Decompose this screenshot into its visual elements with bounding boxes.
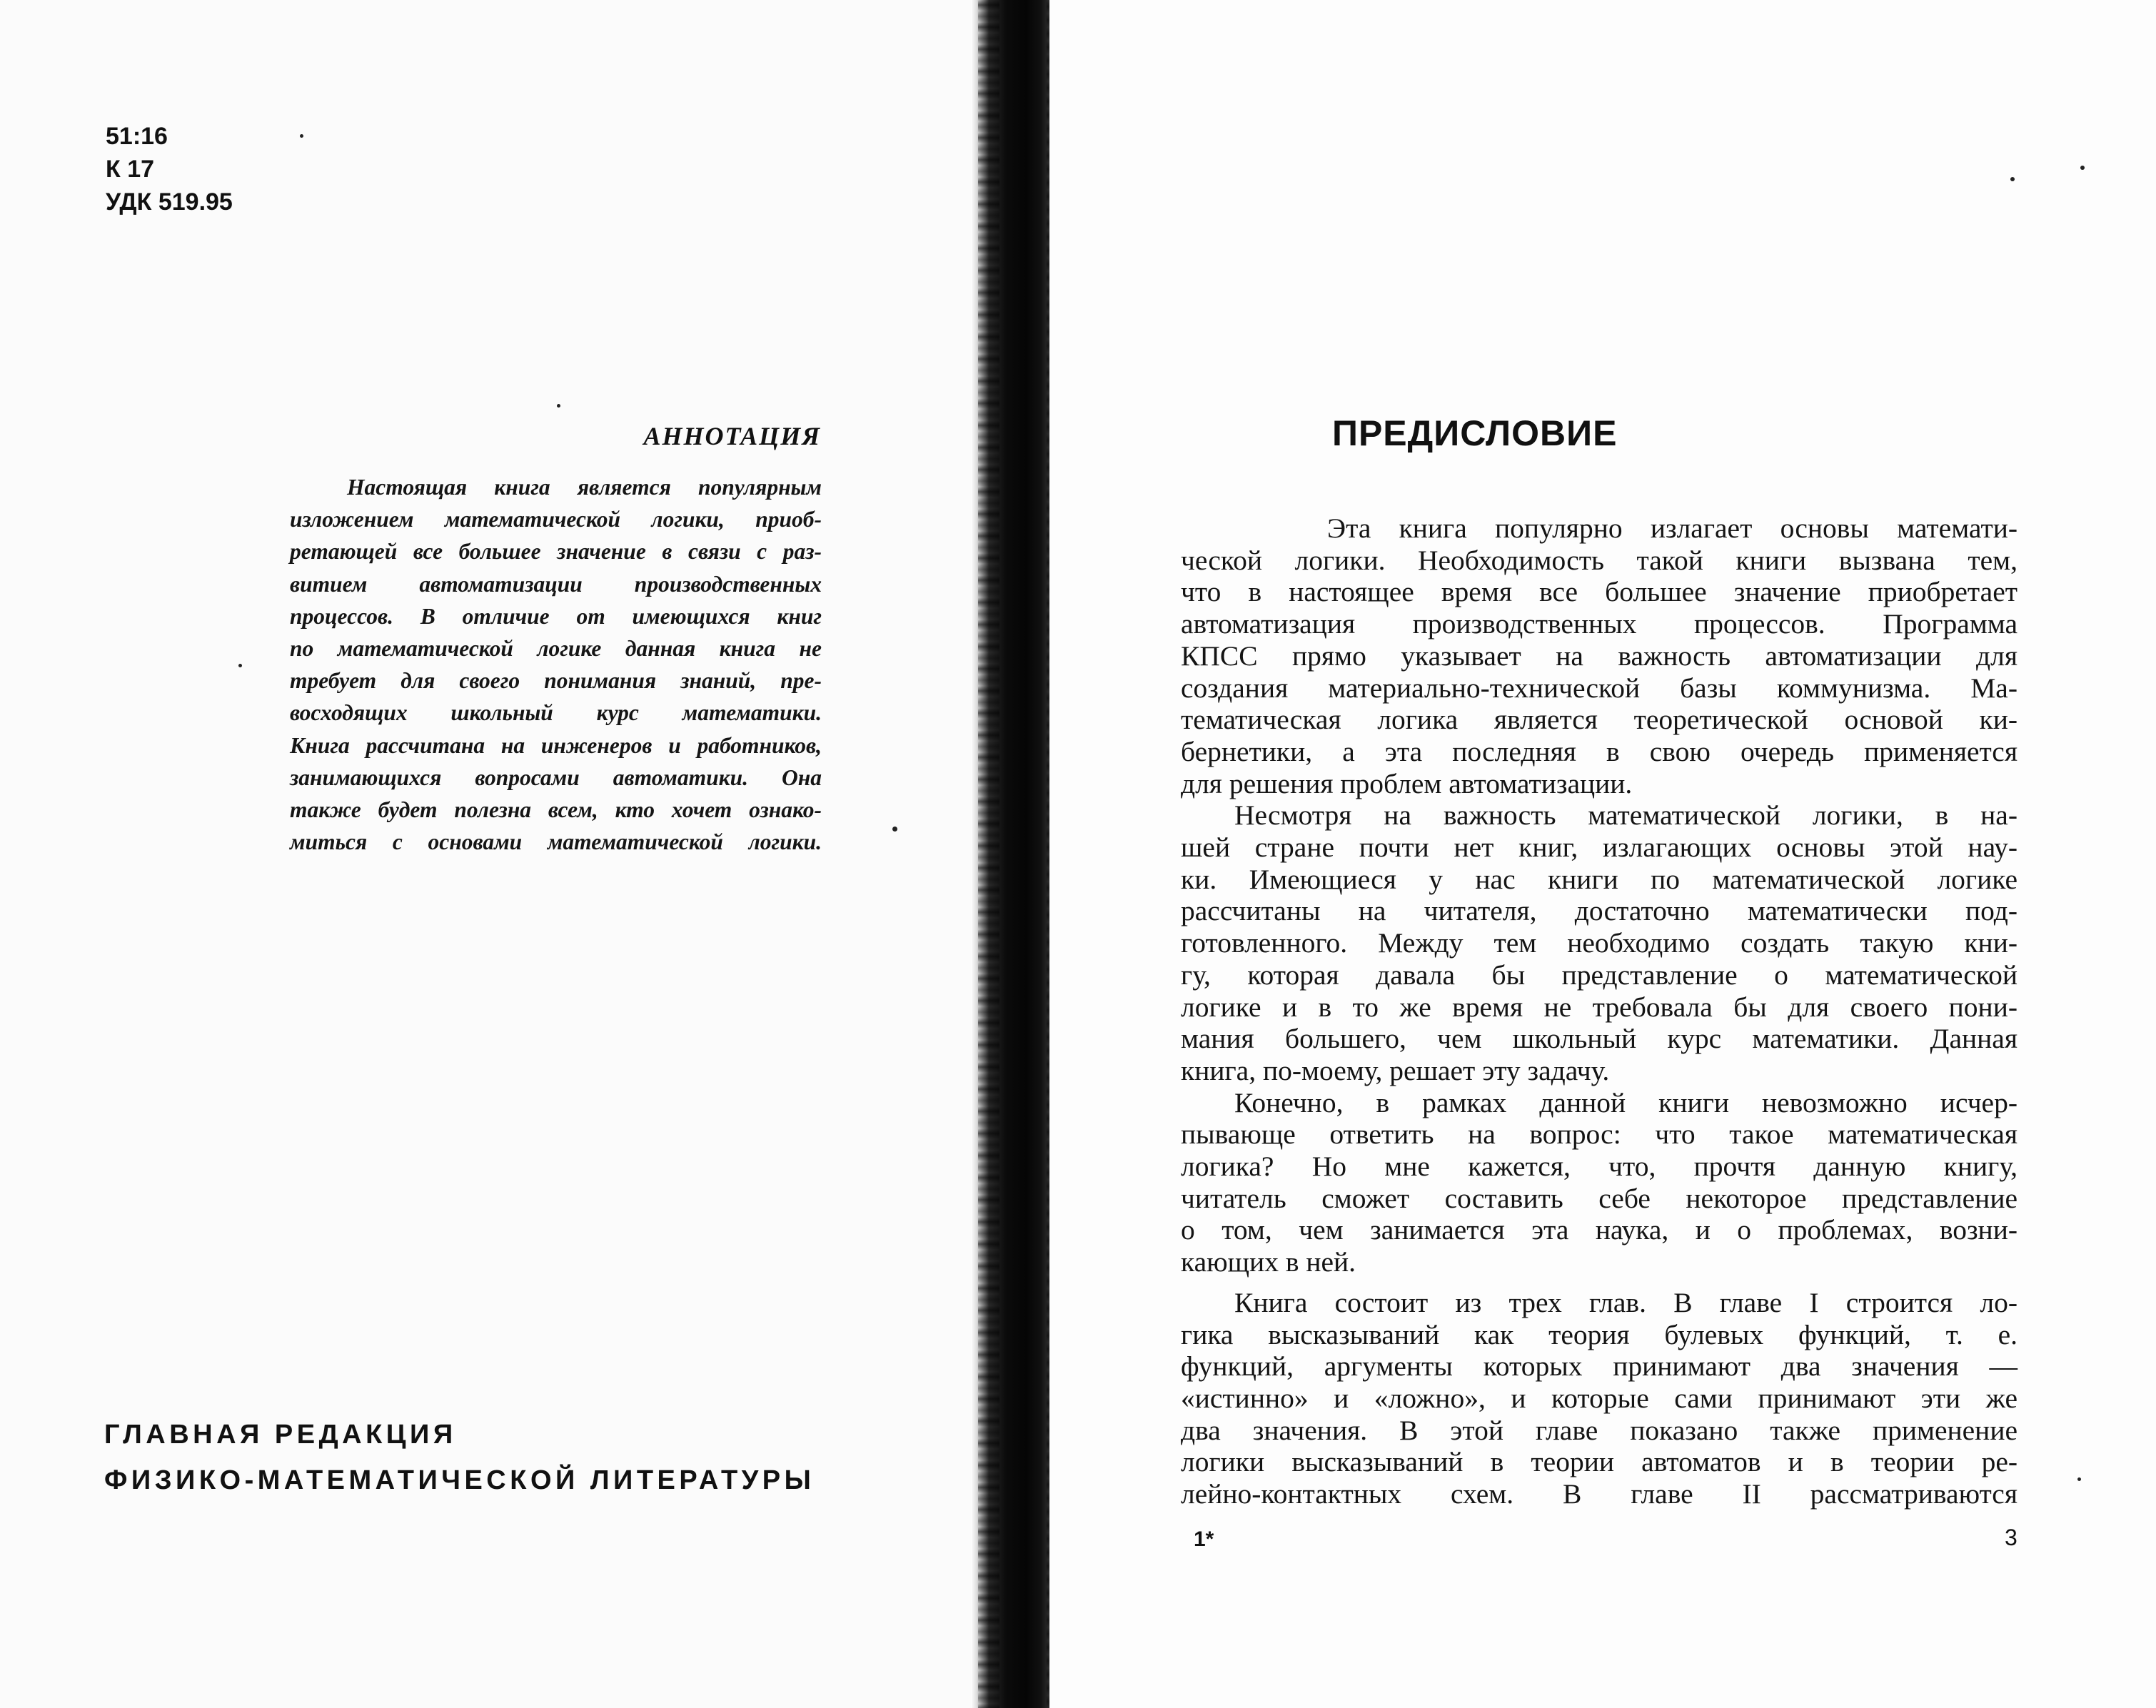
preface-title: ПРЕДИСЛОВИЕ — [1332, 413, 1618, 453]
annotation-line: по математической логике данная книга не — [290, 636, 822, 662]
preface-line: логике и в то же время не требовала бы для своего пони- — [1181, 991, 2018, 1023]
annotation-line: процессов. В отличие от имеющихся книг — [290, 603, 822, 629]
preface-line: Несмотря на важность математической логики, в на- — [1234, 799, 2018, 832]
bbk-code: 51:16 — [106, 123, 168, 150]
preface-line: логика? Но мне кажется, что, прочтя данную книгу, — [1181, 1151, 2018, 1183]
udc-code: УДК 519.95 — [106, 188, 233, 216]
preface-line: создания материально-технической базы коммунизма. Ма- — [1181, 672, 2018, 704]
preface-line: для решения проблем автоматизации. — [1181, 767, 1633, 799]
annotation-line: занимающихся вопросами автоматики. Она — [290, 764, 822, 790]
publisher-line: ФИЗИКО-МАТЕМАТИЧЕСКОЙ ЛИТЕРАТУРЫ — [104, 1465, 815, 1495]
annotation-line: витием автоматизации производственных — [290, 571, 822, 597]
annotation-line: также будет полезна всем, кто хочет ознако- — [290, 797, 822, 823]
preface-line: Эта книга популярно излагает основы математи- — [1327, 512, 2018, 544]
print-speck — [557, 404, 560, 408]
preface-text — [1181, 512, 2018, 1510]
print-speck — [2077, 1477, 2081, 1481]
preface-line: мания большего, чем школьный курс математики. Данная — [1181, 1023, 2018, 1055]
print-speck — [2010, 177, 2015, 181]
preface-line: кающих в ней. — [1181, 1246, 1356, 1278]
publisher-line: ГЛАВНАЯ РЕДАКЦИЯ — [104, 1420, 457, 1450]
annotation-line: миться с основами математической логики. — [290, 829, 822, 855]
left-page — [0, 0, 985, 1708]
print-speck — [300, 134, 303, 138]
print-speck — [892, 827, 897, 832]
classification-codes — [106, 120, 233, 218]
preface-line: гика высказываний как теория булевых функций, т. е. — [1181, 1318, 2018, 1350]
preface-line: КПСС прямо указывает на важность автоматизации для — [1181, 640, 2018, 672]
preface-line: бернетики, а эта последняя в свою очередь применяется — [1181, 735, 2018, 767]
page-number: 3 — [2005, 1525, 2018, 1550]
preface-line: автоматизация производственных процессов. Программа — [1181, 608, 2018, 640]
preface-line: готовленного. Между тем необходимо создать такую кни- — [1181, 927, 2018, 959]
preface-line: лейно-контактных схем. В главе II рассматриваются — [1181, 1478, 2018, 1510]
annotation-line: изложением математической логики, приоб- — [290, 507, 822, 532]
preface-line: о том, чем занимается эта наука, и о проблемах, возни- — [1181, 1214, 2018, 1246]
preface-line: пывающе ответить на вопрос: что такое математическая — [1181, 1118, 2018, 1151]
preface-line: шей стране почти нет книг, излагающих основы этой нау- — [1181, 832, 2018, 864]
annotation-line: Настоящая книга является популярным — [347, 475, 822, 500]
preface-line: два значения. В этой главе показано также применение — [1181, 1414, 2018, 1446]
preface-line: книга, по-моему, решает эту задачу. — [1181, 1054, 1610, 1086]
preface-line: ческой логики. Необходимость такой книги вызвана тем, — [1181, 544, 2018, 576]
preface-line: гу, которая давала бы представление о математической — [1181, 959, 2018, 991]
preface-line: функций, аргументы которых принимают два значения — — [1181, 1350, 2018, 1383]
annotation-heading: АННОТАЦИЯ — [643, 422, 821, 450]
print-speck — [238, 664, 242, 667]
publisher-imprint — [104, 1412, 815, 1503]
annotation-line: Книга рассчитана на инженеров и работников, — [290, 732, 822, 758]
preface-line: читатель сможет составить себе некоторое представление — [1181, 1182, 2018, 1214]
annotation-line: восходящих школьный курс математики. — [290, 700, 822, 726]
print-speck — [2080, 166, 2085, 170]
annotation-line: требует для своего понимания знаний, пре- — [290, 668, 822, 694]
preface-line: тематическая логика является теоретической основой ки- — [1181, 704, 2018, 736]
preface-line: рассчитаны на читателя, достаточно математически под- — [1181, 895, 2018, 927]
annotation-line: ретающей все большее значение в связи с раз- — [290, 539, 822, 565]
signature-mark: 1* — [1194, 1527, 1214, 1551]
preface-line: ки. Имеющиеся у нас книги по математической логике — [1181, 863, 2018, 895]
annotation-text — [290, 471, 822, 858]
preface-line: что в настоящее время все большее значение приобретает — [1181, 576, 2018, 608]
preface-line: логики высказываний в теории автоматов и в теории ре- — [1181, 1446, 2018, 1478]
preface-line: Книга состоит из трех глав. В главе I строится ло- — [1234, 1286, 2018, 1318]
preface-line: Конечно, в рамках данной книги невозможно исчер- — [1234, 1086, 2018, 1118]
preface-line: «истинно» и «ложно», и которые сами принимают эти же — [1181, 1382, 2018, 1414]
author-mark: К 17 — [106, 156, 155, 183]
